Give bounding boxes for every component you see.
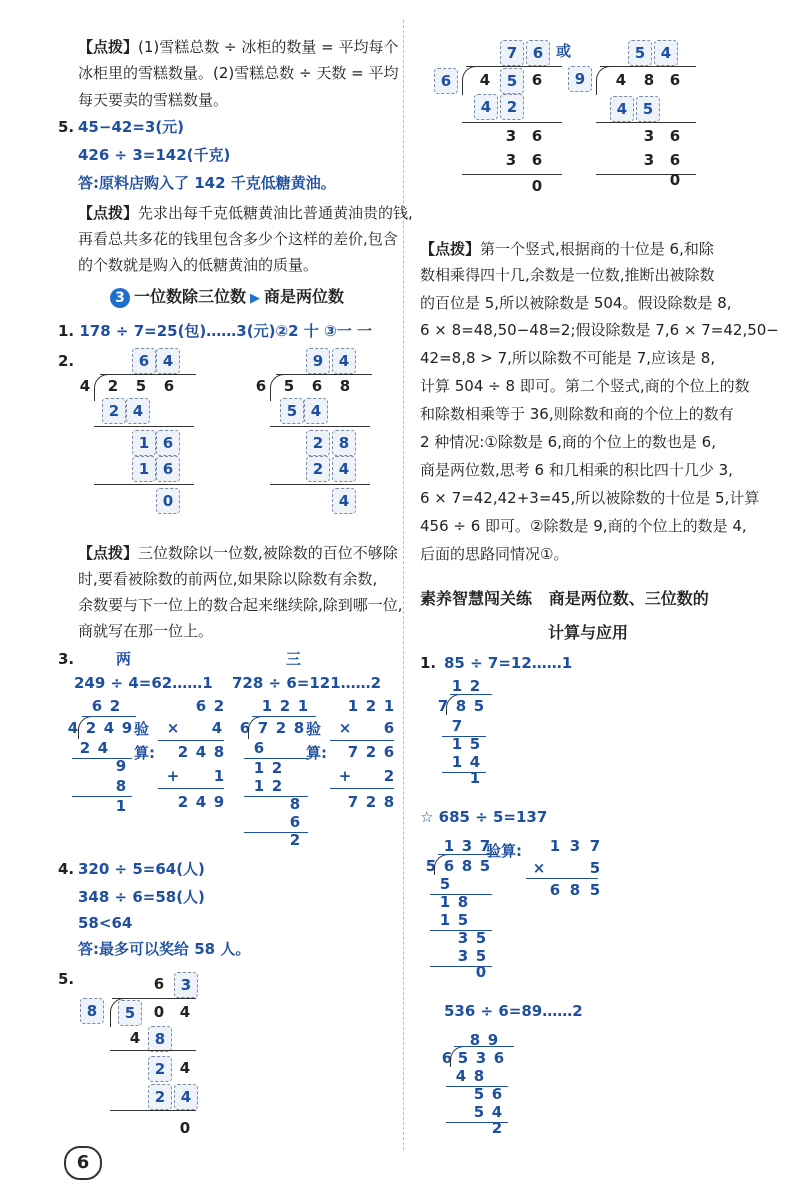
- section-badge: 3: [110, 288, 130, 308]
- section-r-heading: 素养智慧闯关练 商是两位数、三位数的: [420, 589, 709, 608]
- or-label: 或: [556, 42, 572, 60]
- digit-cell: 6: [91, 697, 103, 715]
- digit-cell: 2: [279, 697, 291, 715]
- digit-cell: 9: [121, 719, 133, 737]
- digit-cell: 2: [275, 719, 287, 737]
- digit-cell: 1: [213, 767, 225, 785]
- digit-cell: 3: [643, 127, 655, 145]
- digit-cell: 4: [211, 719, 223, 737]
- division-line: [110, 1050, 196, 1051]
- division-line: [462, 122, 562, 123]
- digit-cell: 9: [115, 757, 127, 775]
- product-digit: 4: [474, 94, 498, 120]
- hint-r-line-4: 6 × 8=48,50−48=2;假设除数是 7,6 × 7=42,50−: [420, 321, 779, 339]
- digit-cell: 2: [79, 739, 91, 757]
- digit-cell: 2: [177, 793, 189, 811]
- digit-cell: 3: [643, 151, 655, 169]
- digit-cell: 1: [261, 697, 273, 715]
- digit-cell: 4: [103, 719, 115, 737]
- q4-number: 4.: [58, 860, 75, 878]
- q5-number: 5.: [58, 118, 75, 136]
- digit-cell: 3: [457, 929, 469, 947]
- digit-cell: 6: [669, 127, 681, 145]
- hint-r-line-1: 【点拨】第一个竖式,根据商的十位是 6,和除: [420, 240, 714, 258]
- digit-cell: ×: [166, 719, 180, 737]
- hint-r-line-10: 6 × 7=42,42+3=45,所以被除数的十位是 5,计算: [420, 489, 760, 507]
- digit-cell: 6: [493, 1049, 505, 1067]
- quotient-digit: 5: [628, 40, 652, 66]
- digit-cell: 8: [643, 71, 655, 89]
- remainder: 0: [531, 177, 543, 195]
- divisor: 4: [79, 377, 91, 395]
- digit-cell: 2: [85, 719, 97, 737]
- divisor: 4: [67, 719, 79, 737]
- product-digit: 2: [500, 94, 524, 120]
- q3-check-a2: 算:: [134, 744, 155, 762]
- digit-cell: 3: [457, 947, 469, 965]
- hint-r-line-12: 后面的思路同情况①。: [420, 545, 569, 563]
- digit-cell: 1: [132, 456, 156, 482]
- division-line: [270, 426, 370, 427]
- digit-cell: 2: [107, 377, 119, 395]
- digit-cell: 4: [332, 456, 356, 482]
- digit-cell: 8: [289, 795, 301, 813]
- digit-cell: 6: [163, 377, 175, 395]
- digit-cell: 5: [475, 929, 487, 947]
- digit-cell: 1: [549, 837, 561, 855]
- divisor: 6: [434, 68, 458, 94]
- digit-cell: 8: [332, 430, 356, 456]
- division-line: [110, 1110, 196, 1111]
- divisor: 6: [255, 377, 267, 395]
- product-digit: 4: [304, 398, 328, 424]
- digit-cell: 3: [475, 1049, 487, 1067]
- digit-cell: 4: [129, 1029, 141, 1047]
- digit-cell: 2: [365, 697, 377, 715]
- q4-line-3: 58<64: [78, 914, 133, 932]
- divisor: 9: [568, 66, 592, 92]
- remainder: 1: [115, 797, 127, 815]
- digit-cell: 5: [118, 1000, 142, 1026]
- digit-cell: 4: [469, 753, 481, 771]
- digit-cell: 5: [469, 735, 481, 753]
- digit-cell: 7: [589, 837, 601, 855]
- digit-cell: 1: [253, 759, 265, 777]
- hint-r-line-8: 2 种情况:①除数是 6,商的个位上的数也是 6,: [420, 433, 716, 451]
- divisor: 7: [437, 697, 449, 715]
- hint-1-line-1: 【点拨】(1)雪糕总数 ÷ 冰柜的数量 = 平均每个: [78, 38, 399, 56]
- q4-line-1: 320 ÷ 5=64(人): [78, 860, 205, 878]
- digit-cell: 6: [669, 71, 681, 89]
- section-r-heading-2: 计算与应用: [548, 623, 629, 642]
- hint-r-line-7: 和除数相乘等于 36,则除数和商的个位上的数有: [420, 405, 734, 423]
- digit-cell: 8: [339, 377, 351, 395]
- digit-cell: 4: [491, 1103, 503, 1121]
- digit-cell: 8: [115, 777, 127, 795]
- remainder: 2: [289, 831, 301, 849]
- quotient-digit: 4: [332, 348, 356, 374]
- division-line: [270, 484, 370, 485]
- q2-number: 2.: [58, 352, 75, 370]
- digit-cell: 6: [153, 975, 165, 993]
- digit-cell: ×: [338, 719, 352, 737]
- hint-r-line-5: 42=8,8 > 7,所以除数不可能是 7,应该是 8,: [420, 349, 716, 367]
- digit-cell: 6: [289, 813, 301, 831]
- hint-tag: 【点拨】: [78, 38, 139, 56]
- hint-1-line-3: 每天要卖的雪糕数量。: [78, 91, 229, 109]
- digit-cell: 4: [195, 793, 207, 811]
- digit-cell: 8: [461, 857, 473, 875]
- q4-answer: 答:最多可以奖给 58 人。: [78, 940, 251, 958]
- digit-cell: 6: [491, 1085, 503, 1103]
- digit-cell: 6: [531, 151, 543, 169]
- divisor: 6: [441, 1049, 453, 1067]
- quotient-digit: 3: [174, 972, 198, 998]
- digit-cell: 4: [615, 71, 627, 89]
- digit-cell: 9: [487, 1031, 499, 1049]
- hint-3-line-2: 时,要看被除数的前两位,如果除以除数有余数,: [78, 570, 378, 588]
- column-divider: [403, 20, 404, 1150]
- digit-cell: 8: [469, 1031, 481, 1049]
- digit-cell: 5: [589, 859, 601, 877]
- divisor: 5: [425, 857, 437, 875]
- q3-eq-a: 249 ÷ 4=62……1: [74, 674, 213, 692]
- q3-label-a: 两: [116, 650, 132, 668]
- digit-cell: 1: [132, 430, 156, 456]
- digit-cell: 6: [156, 430, 180, 456]
- product-digit: 5: [636, 96, 660, 122]
- digit-cell: 1: [439, 893, 451, 911]
- digit-cell: 7: [257, 719, 269, 737]
- hint-3-line-4: 商就写在那一位上。: [78, 622, 214, 640]
- digit-cell: +: [166, 767, 180, 785]
- digit-cell: 5: [457, 1049, 469, 1067]
- remainder: 4: [332, 488, 356, 514]
- hint-r-line-3: 的百位是 5,所以被除数是 504。假设除数是 8,: [420, 294, 732, 312]
- digit-cell: 8: [569, 881, 581, 899]
- digit-cell: 5: [473, 697, 485, 715]
- digit-cell: 2: [365, 793, 377, 811]
- digit-cell: 2: [177, 743, 189, 761]
- digit-cell: 2: [109, 697, 121, 715]
- digit-cell: 2: [306, 430, 330, 456]
- page-number: 6: [64, 1146, 102, 1180]
- digit-cell: 2: [271, 777, 283, 795]
- digit-cell: 8: [457, 893, 469, 911]
- digit-cell: 1: [347, 697, 359, 715]
- digit-cell: 1: [451, 677, 463, 695]
- division-line: [158, 788, 224, 789]
- digit-cell: 6: [195, 697, 207, 715]
- division-line: [596, 122, 696, 123]
- digit-cell: 5: [589, 881, 601, 899]
- digit-cell: 6: [156, 456, 180, 482]
- r-q1-eq: 85 ÷ 7=12……1: [444, 654, 573, 672]
- q3-check-a1: 验: [134, 720, 150, 738]
- remainder: 0: [179, 1119, 191, 1137]
- product-digit: 2: [102, 398, 126, 424]
- digit-cell: 6: [383, 719, 395, 737]
- hint-2-line-2: 再看总共多花的钱里包含多少个这样的差价,包含: [78, 230, 398, 248]
- q5-answer: 答:原料店购入了 142 千克低糖黄油。: [78, 174, 336, 192]
- hint-1-line-2: 冰柜里的雪糕数量。(2)雪糕总数 ÷ 天数 = 平均: [78, 64, 399, 82]
- digit-cell: 5: [439, 875, 451, 893]
- digit-cell: 6: [531, 71, 543, 89]
- quotient-digit: 6: [526, 40, 550, 66]
- digit-cell: 1: [439, 911, 451, 929]
- digit-cell: 9: [213, 793, 225, 811]
- digit-cell: 6: [311, 377, 323, 395]
- digit-cell: 2: [213, 697, 225, 715]
- remainder: 1: [469, 769, 481, 787]
- digit-cell: 2: [365, 743, 377, 761]
- digit-cell: 2: [469, 677, 481, 695]
- digit-cell: 7: [347, 743, 359, 761]
- remainder: 0: [475, 963, 487, 981]
- digit-cell: 4: [97, 739, 109, 757]
- digit-cell: 6: [383, 743, 395, 761]
- product-digit: 4: [610, 96, 634, 122]
- digit-cell: 8: [473, 1067, 485, 1085]
- digit-cell: 4: [455, 1067, 467, 1085]
- hint-r-line-11: 456 ÷ 6 即可。②除数是 9,商的个位上的数是 4,: [420, 517, 747, 535]
- digit-cell: 5: [473, 1103, 485, 1121]
- hint-2-line-1: 【点拨】先求出每千克低糖黄油比普通黄油贵的钱,: [78, 204, 413, 222]
- remainder: 0: [156, 488, 180, 514]
- division-line: [112, 998, 196, 999]
- quotient-digit: 4: [654, 40, 678, 66]
- digit-cell: 7: [479, 837, 491, 855]
- q1-line: 1. 178 ÷ 7=25(包)……3(元)②2 十 ③一 一: [58, 322, 372, 340]
- r-q1-number: 1.: [420, 654, 437, 672]
- hint-r-line-9: 商是两位数,思考 6 和几相乘的积比四十几少 3,: [420, 461, 733, 479]
- digit-cell: 5: [457, 911, 469, 929]
- digit-cell: 5: [500, 68, 524, 94]
- division-line: [330, 788, 394, 789]
- digit-cell: 2: [148, 1056, 172, 1082]
- digit-cell: 1: [253, 777, 265, 795]
- digit-cell: +: [338, 767, 352, 785]
- product-digit: 8: [148, 1026, 172, 1052]
- product-digit: 5: [280, 398, 304, 424]
- digit-cell: 1: [443, 837, 455, 855]
- quotient-digit: 4: [156, 348, 180, 374]
- q3-number: 3.: [58, 650, 75, 668]
- digit-cell: 5: [479, 857, 491, 875]
- digit-cell: 8: [383, 793, 395, 811]
- digit-cell: ×: [532, 859, 546, 877]
- quotient-digit: 9: [306, 348, 330, 374]
- digit-cell: 3: [569, 837, 581, 855]
- digit-cell: 5: [473, 1085, 485, 1103]
- q4-line-2: 348 ÷ 6=58(人): [78, 888, 205, 906]
- q5-line-2: 426 ÷ 3=142(千克): [78, 146, 231, 164]
- digit-cell: 5: [135, 377, 147, 395]
- divisor: 6: [239, 719, 251, 737]
- digit-cell: 4: [479, 71, 491, 89]
- division-line: [600, 66, 696, 67]
- digit-cell: 1: [297, 697, 309, 715]
- section-title: 一位数除三位数: [134, 287, 247, 306]
- digit-cell: 7: [451, 717, 463, 735]
- q5b-number: 5.: [58, 970, 75, 988]
- q3-check-b1: 验: [306, 720, 322, 738]
- quotient-digit: 7: [500, 40, 524, 66]
- division-line: [466, 66, 562, 67]
- section-heading: [110, 284, 344, 308]
- digit-cell: 8: [293, 719, 305, 737]
- digit-cell: 1: [383, 697, 395, 715]
- digit-cell: 4: [195, 743, 207, 761]
- digit-cell: 3: [505, 151, 517, 169]
- division-line: [94, 426, 194, 427]
- digit-cell: 2: [148, 1084, 172, 1110]
- hint-r-line-2: 数相乘得四十几,余数是一位数,推断出被除数: [420, 266, 715, 284]
- digit-cell: 4: [179, 1003, 191, 1021]
- digit-cell: 6: [669, 151, 681, 169]
- digit-cell: 1: [451, 735, 463, 753]
- digit-cell: 6: [443, 857, 455, 875]
- q5-line-1: 45−42=3(元): [78, 118, 185, 136]
- division-line: [94, 484, 194, 485]
- remainder: 0: [669, 171, 681, 189]
- digit-cell: 8: [213, 743, 225, 761]
- digit-cell: 6: [549, 881, 561, 899]
- digit-cell: 2: [306, 456, 330, 482]
- triangle-icon: ▶: [250, 291, 261, 306]
- digit-cell: 5: [475, 947, 487, 965]
- product-digit: 4: [126, 398, 150, 424]
- r-q3-eq: 536 ÷ 6=89……2: [444, 1002, 583, 1020]
- digit-cell: 7: [347, 793, 359, 811]
- q3-label-b: 三: [286, 650, 302, 668]
- section-subtitle: 商是两位数: [264, 287, 345, 306]
- digit-cell: 3: [505, 127, 517, 145]
- digit-cell: 5: [283, 377, 295, 395]
- r-check-label: 验算:: [486, 842, 522, 860]
- digit-cell: 8: [455, 697, 467, 715]
- digit-cell: 2: [271, 759, 283, 777]
- digit-cell: 1: [451, 753, 463, 771]
- digit-cell: 3: [461, 837, 473, 855]
- digit-cell: 6: [531, 127, 543, 145]
- digit-cell: 6: [253, 739, 265, 757]
- r-star-eq: ☆ 685 ÷ 5=137: [420, 808, 548, 826]
- quotient-digit: 6: [132, 348, 156, 374]
- hint-3-line-3: 余数要与下一位上的数合起来继续除,除到哪一位,: [78, 596, 403, 614]
- digit-cell: 4: [179, 1059, 191, 1077]
- q3-eq-b: 728 ÷ 6=121……2: [232, 674, 382, 692]
- digit-cell: 4: [174, 1084, 198, 1110]
- hint-3-line-1: 【点拨】三位数除以一位数,被除数的百位不够除: [78, 544, 398, 562]
- remainder: 2: [491, 1119, 503, 1137]
- digit-cell: 0: [153, 1003, 165, 1021]
- hint-r-line-6: 计算 504 ÷ 8 即可。第二个竖式,商的个位上的数: [420, 377, 750, 395]
- divisor: 8: [80, 998, 104, 1024]
- hint-2-line-3: 的个数就是购入的低糖黄油的质量。: [78, 256, 319, 274]
- digit-cell: 2: [383, 767, 395, 785]
- q3-check-b2: 算:: [306, 744, 327, 762]
